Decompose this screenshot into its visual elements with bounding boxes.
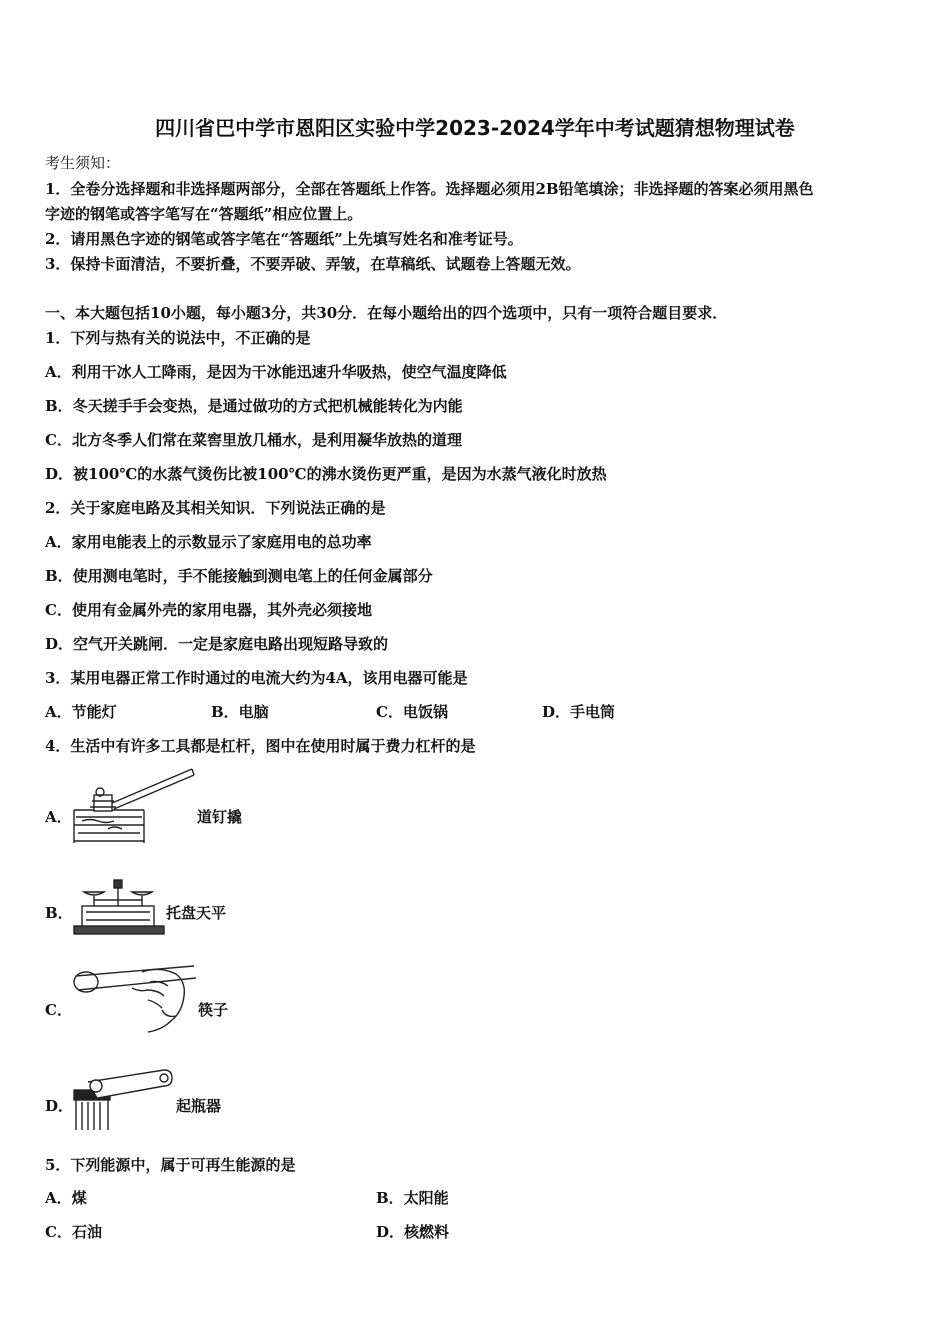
rail-spike-lever-icon [72,765,197,847]
q4-option-d-text: 起瓶器 [176,1097,222,1115]
q4-stem: 4．生活中有许多工具都是杠杆，图中在使用时属于费力杠杆的是 [45,737,476,755]
q1-stem: 1．下列与热有关的说法中，不正确的是 [45,329,311,347]
notice-heading: 考生须知： [45,154,121,172]
q5-option-b: B．太阳能 [376,1189,449,1207]
q2-option-d: D．空气开关跳闸．一定是家庭电路出现短路导致的 [45,635,389,653]
notice-item-1: 1．全卷分选择题和非选择题两部分，全部在答题纸上作答。选择题必须用2B铅笔填涂；非选择题的答案必须用黑色 [45,180,814,198]
q2-option-b: B．使用测电笔时，手不能接触到测电笔上的任何金属部分 [45,567,433,585]
bottle-opener-icon [68,1062,178,1132]
q2-option-a: A．家用电能表上的示数显示了家庭用电的总功率 [45,533,372,551]
chopsticks-icon [72,962,200,1034]
q3-option-c: C．电饭锅 [376,703,448,721]
notice-item-3: 3．保持卡面清洁，不要折叠，不要弄破、弄皱，在草稿纸、试题卷上答题无效。 [45,255,581,273]
balance-scale-icon [72,878,167,936]
q5-option-a: A．煤 [45,1189,87,1207]
q5-option-c: C．石油 [45,1223,102,1241]
q5-stem: 5．下列能源中，属于可再生能源的是 [45,1156,296,1174]
q3-option-b: B．电脑 [211,703,269,721]
q4-option-d-label: D． [45,1097,74,1115]
q5-option-d: D．核燃料 [376,1223,450,1241]
q3-option-d: D．手电筒 [542,703,616,721]
q2-stem: 2．关于家庭电路及其相关知识．下列说法正确的是 [45,499,386,517]
q4-option-c-text: 筷子 [198,1001,229,1019]
q1-option-c: C．北方冬季人们常在菜窖里放几桶水，是利用凝华放热的道理 [45,431,462,449]
q4-option-b-text: 托盘天平 [166,904,227,922]
q1-option-a: A．利用干冰人工降雨，是因为干冰能迅速升华吸热，使空气温度降低 [45,363,507,381]
q1-option-d: D．被100℃的水蒸气烫伤比被100℃的沸水烫伤更严重，是因为水蒸气液化时放热 [45,465,607,483]
section-heading: 一、本大题包括10小题，每小题3分，共30分．在每小题给出的四个选项中，只有一项符合题目要求． [45,304,728,322]
q3-option-a: A．节能灯 [45,703,117,721]
q2-option-c: C．使用有金属外壳的家用电器，其外壳必须接地 [45,601,372,619]
q4-option-a-text: 道钉撬 [197,808,243,826]
q3-stem: 3．某用电器正常工作时通过的电流大约为4A，该用电器可能是 [45,669,468,687]
q4-option-c-label: C． [45,1001,72,1019]
notice-item-2: 2．请用黑色字迹的钢笔或答字笔在“答题纸”上先填写姓名和准考证号。 [45,230,523,248]
q4-option-b-label: B． [45,904,73,922]
q4-option-a-label: A． [45,808,72,826]
q1-option-b: B．冬天搓手手会变热，是通过做功的方式把机械能转化为内能 [45,397,463,415]
page-title: 四川省巴中学市恩阳区实验中学2023-2024学年中考试题猜想物理试卷 [155,116,795,140]
notice-item-1-cont: 字迹的钢笔或答字笔写在“答题纸”相应位置上。 [45,205,363,223]
